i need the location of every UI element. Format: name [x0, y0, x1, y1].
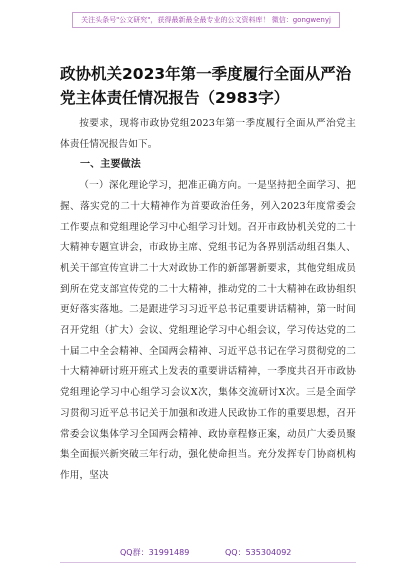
footer-qq-group: QQ群：31991489 [120, 548, 190, 557]
footer-qq: QQ：535304092 [225, 548, 292, 557]
page-footer [0, 546, 408, 560]
footer-divider [60, 562, 356, 563]
document-body [60, 114, 356, 487]
section-heading: 一、主要做法 [80, 159, 141, 171]
intro-paragraph: 按要求，现将市政协党组2023年第一季度履行全面从严治党主体责任情况报告如下。 [60, 118, 356, 150]
top-banner: 关注头条号"公文研究"，获得最新最全最专业的公文资料库！ 微信：gongwenyj [72, 12, 340, 28]
body-paragraph: （一）深化理论学习，把准正确方向。一是坚持把全面学习、把握、落实党的二十大精神作为首要政治任务，列入2023年度常委会工作要点和党组理论学习中心组学习计划。召开市政协机关党的二十大精神专题宣讲会，市政协主席、党组书记为各界别活动组召集人、机关干部宣传宣讲二十大对政协工作的新部署新要求，其他党组成员到所在党支部宣传党的二十大精神，推动党的二十大精神在政协组织更好落实落地。二是跟进学习习近平总书记重要讲话精神，第一时间召开党组（扩大）会议、党组理论学习中心组会议，学习传达党的二十届二中全会精神、全国两会精神、习近平总书记在学习贯彻党的二十大精神研讨班开班式上发表的重要讲话精神，一季度共召开市政协党组理论学习中心组学习会议X次，集体交流研讨X次。三是全面学习贯彻习近平总书记关于加强和改进人民政协工作的重要思想，召开常委会议集体学习全国两会精神、政协章程修正案，动员广大委员聚集全面振兴新突破三年行动，强化使命担当。充分发挥专门协商机构作用，坚决 [60, 180, 356, 481]
document-title: 政协机关2023年第一季度履行全面从严治党主体责任情况报告（2983字） [60, 65, 352, 107]
